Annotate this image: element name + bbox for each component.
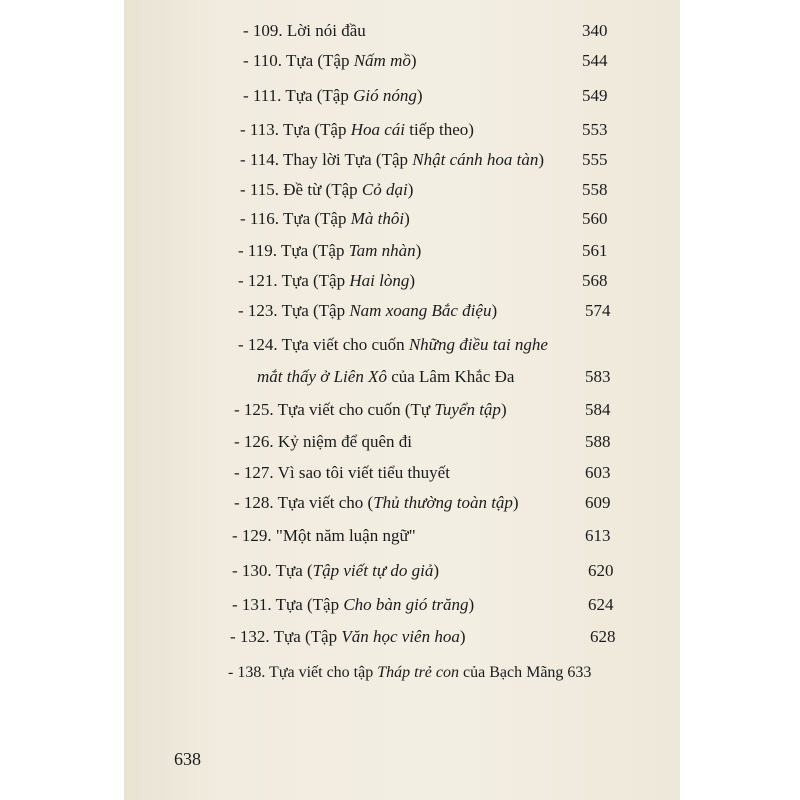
entry-title-italic: Nam xoang Bắc điệu	[349, 301, 492, 320]
entry-title	[228, 662, 591, 684]
entry-title-text: - 129. "Một năm luận ngữ"	[232, 526, 416, 545]
entry-page-number: 560	[582, 209, 608, 228]
entry-title	[234, 431, 412, 453]
entry-title	[243, 50, 417, 72]
entry-title-suffix: tiếp theo)	[405, 120, 474, 139]
entry-title-suffix: )	[407, 180, 414, 199]
entry-title	[234, 492, 519, 514]
entry-title-text: - 119. Tựa (Tập	[238, 241, 349, 260]
entry-page-number: 603	[585, 463, 611, 482]
entry-title	[240, 208, 410, 230]
entry-title-italic: Gió nóng	[353, 86, 417, 105]
entry-title-suffix: )	[468, 595, 475, 614]
entry-page-number: 613	[585, 526, 611, 545]
entry-page-number: 624	[588, 595, 614, 614]
entry-title-suffix: )	[459, 627, 466, 646]
entry-title-italic: Tuyển tập	[434, 400, 501, 419]
entry-title	[243, 20, 366, 42]
entry-title	[232, 560, 439, 582]
entry-title	[232, 525, 416, 547]
entry-page-number: 583	[585, 367, 611, 386]
entry-title-suffix: )	[500, 400, 507, 419]
entry-title-italic: Thủ thường toàn tập	[373, 493, 513, 512]
entry-title-text: - 126. Kỷ niệm để quên đi	[234, 432, 412, 451]
entry-title-text: - 127. Vì sao tôi viết tiểu thuyết	[234, 463, 450, 482]
entry-page-number: 549	[582, 86, 608, 105]
entry-title-italic: Những điều tai nghe	[408, 335, 548, 354]
entry-title-suffix: )	[512, 493, 519, 512]
entry-title	[234, 462, 450, 484]
entry-page-number: 568	[582, 271, 608, 290]
entry-title-italic: Cho bàn gió trăng	[343, 595, 469, 614]
entry-title-text: - 110. Tựa (Tập	[243, 51, 354, 70]
entry-page-number: 633	[567, 664, 592, 681]
entry-title-italic: Tam nhàn	[348, 241, 416, 260]
entry-page-number: 555	[582, 150, 608, 169]
entry-title-text: - 128. Tựa viết cho (	[234, 493, 374, 512]
entry-title-italic: Mà thôi	[350, 209, 405, 228]
entry-title-text: - 109. Lời nói đầu	[243, 21, 366, 40]
entry-title-text: - 132. Tựa (Tập	[230, 627, 342, 646]
page-number: 638	[174, 749, 201, 769]
entry-title	[240, 149, 544, 171]
entry-title-suffix: )	[404, 209, 410, 228]
entry-title-text: - 125. Tựa viết cho cuốn (Tự	[234, 400, 435, 419]
entry-title-suffix: )	[415, 241, 422, 260]
entry-page-number: 561	[582, 241, 608, 260]
entry-page-number: 588	[585, 432, 611, 451]
entry-title-suffix: )	[433, 561, 440, 580]
entry-title	[240, 119, 474, 141]
entry-page-number: 574	[585, 301, 611, 320]
entry-title-text: - 111. Tựa (Tập	[243, 86, 354, 105]
entry-title	[232, 594, 474, 616]
entry-title-suffix: )	[410, 51, 417, 70]
entry-title-text: - 113. Tựa (Tập	[240, 120, 351, 139]
entry-title	[238, 240, 421, 262]
entry-title-italic: Nhật cánh hoa tàn	[412, 150, 539, 169]
entry-page-number: 544	[582, 51, 608, 70]
entry-title	[238, 300, 497, 322]
entry-title-text: - 121. Tựa (Tập	[238, 271, 350, 290]
entry-title-italic: Nấm mồ	[353, 51, 411, 70]
entry-page-number: 553	[582, 120, 608, 139]
entry-title-suffix: )	[416, 86, 423, 105]
entry-page-number: 609	[585, 493, 611, 512]
entry-title	[243, 85, 423, 107]
entry-page-number: 558	[582, 180, 608, 199]
entry-title-italic: Cỏ dại	[361, 180, 408, 199]
entry-title-text: - 124. Tựa viết cho cuốn	[238, 335, 409, 354]
entry-title-text: - 131. Tựa (Tập	[232, 595, 344, 614]
entry-title-italic: Hoa cái	[350, 120, 406, 139]
entry-title-suffix: của Lâm Khắc Đa	[386, 367, 515, 386]
entry-title	[257, 366, 514, 388]
entry-title	[238, 270, 415, 292]
entry-title-italic: Văn học viên hoa	[341, 627, 460, 646]
entry-title-text: - 138. Tựa viết cho tập	[228, 664, 378, 681]
entry-page-number: 628	[590, 627, 616, 646]
entry-title	[238, 334, 548, 356]
entry-title	[230, 626, 466, 648]
entry-page-number: 584	[585, 400, 611, 419]
entry-title-text: - 115. Đề từ (Tập	[240, 180, 362, 199]
entry-title-italic: mắt thấy ở Liên Xô	[257, 367, 387, 386]
entry-title	[234, 399, 507, 421]
entry-page-number: 340	[582, 21, 608, 40]
entry-title-text: - 114. Thay lời Tựa (Tập	[240, 150, 413, 169]
entry-title-text: - 116. Tựa (Tập	[240, 209, 351, 228]
entry-title-text: - 130. Tựa (	[232, 561, 313, 580]
entry-page-number: 620	[588, 561, 614, 580]
entry-title-suffix: )	[538, 150, 545, 169]
entry-title-text: - 123. Tựa (Tập	[238, 301, 350, 320]
entry-title-italic: Tập viết tự do giả	[312, 561, 434, 580]
entry-title-suffix: )	[409, 271, 415, 290]
entry-title-suffix: của Bạch Mãng	[459, 664, 564, 681]
entry-title	[240, 179, 413, 201]
entry-title-italic: Tháp trẻ con	[377, 664, 460, 681]
entry-title-italic: Hai lòng	[349, 271, 410, 290]
entry-title-suffix: )	[491, 301, 498, 320]
